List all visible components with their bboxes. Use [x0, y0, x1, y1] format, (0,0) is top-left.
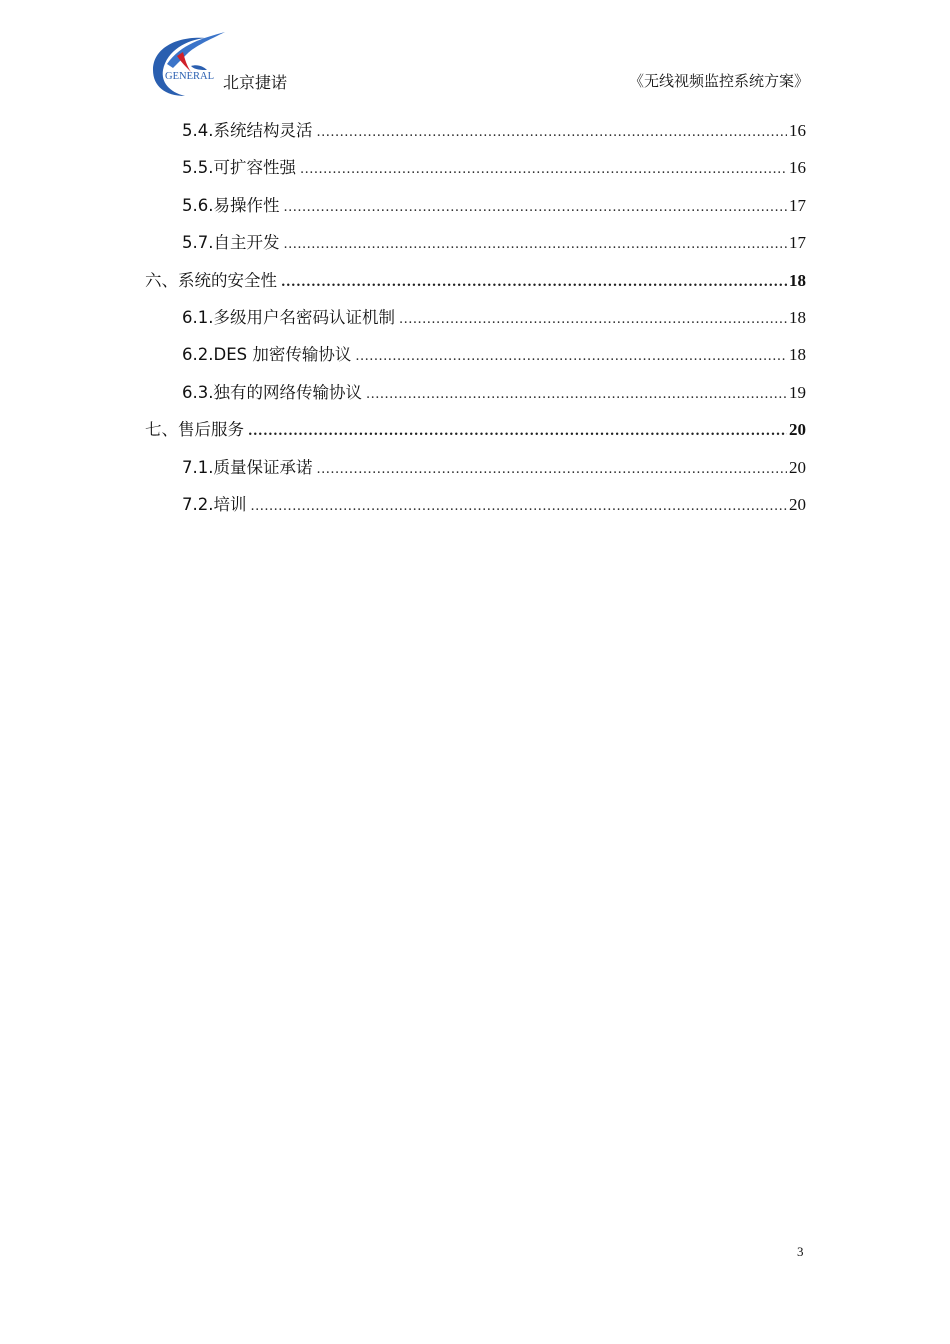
toc-entry-page: 20	[789, 458, 806, 477]
toc-leader-dots	[300, 157, 787, 183]
toc-entry-page: 16	[789, 121, 806, 140]
toc-entry-page: 19	[789, 383, 806, 402]
toc-entry-label: 5.7.自主开发	[182, 233, 280, 252]
toc-entry[interactable]	[145, 417, 806, 443]
toc-entry-label: 六、系统的安全性	[145, 271, 277, 290]
toc-leader-dots	[281, 270, 787, 296]
toc-entry-label: 5.4.系统结构灵活	[182, 121, 313, 140]
toc-entry-label: 6.3.独有的网络传输协议	[182, 383, 362, 402]
toc-entry-page: 17	[789, 196, 806, 215]
toc-entry-page: 17	[789, 233, 806, 252]
document-title: 《无线视频监控系统方案》	[628, 72, 809, 90]
logo-text: GENERAL	[165, 71, 214, 82]
company-name: 北京捷诺	[223, 73, 288, 92]
toc-entry[interactable]	[182, 193, 806, 219]
toc-entry[interactable]	[182, 492, 806, 518]
toc-leader-dots	[284, 195, 788, 221]
toc-leader-dots	[355, 344, 787, 370]
toc-entry-label: 6.2.DES 加密传输协议	[182, 345, 352, 364]
toc-entry[interactable]	[182, 342, 806, 368]
toc-leader-dots	[399, 307, 787, 333]
toc-entry-page: 16	[789, 158, 806, 177]
toc-entry-label: 七、售后服务	[145, 420, 244, 439]
toc-entry-label: 7.1.质量保证承诺	[182, 458, 313, 477]
toc-entry-label: 7.2.培训	[182, 495, 247, 514]
toc-entry-page: 18	[789, 345, 806, 364]
toc-entry-page: 18	[789, 271, 806, 290]
toc-leader-dots	[251, 494, 788, 520]
marlin-logo-icon	[147, 30, 227, 98]
toc-entry[interactable]	[182, 380, 806, 406]
toc-entry-label: 5.6.易操作性	[182, 196, 280, 215]
page-header	[145, 30, 809, 100]
toc-entry-label: 5.5.可扩容性强	[182, 158, 296, 177]
toc-leader-dots	[317, 120, 788, 146]
toc-leader-dots	[317, 457, 788, 483]
toc-entry[interactable]	[145, 268, 806, 294]
page-number: 3	[797, 1244, 804, 1259]
toc-entry-page: 18	[789, 308, 806, 327]
toc-entry-label: 6.1.多级用户名密码认证机制	[182, 308, 395, 327]
toc-leader-dots	[248, 419, 787, 445]
toc-entry[interactable]	[182, 230, 806, 256]
toc-leader-dots	[284, 232, 788, 258]
toc-entry[interactable]	[182, 305, 806, 331]
toc-entry-page: 20	[789, 495, 806, 514]
toc-entry[interactable]	[182, 118, 806, 144]
toc-leader-dots	[366, 382, 787, 408]
toc-entry[interactable]	[182, 455, 806, 481]
toc-entry-page: 20	[789, 420, 806, 439]
toc-entry[interactable]	[182, 155, 806, 181]
